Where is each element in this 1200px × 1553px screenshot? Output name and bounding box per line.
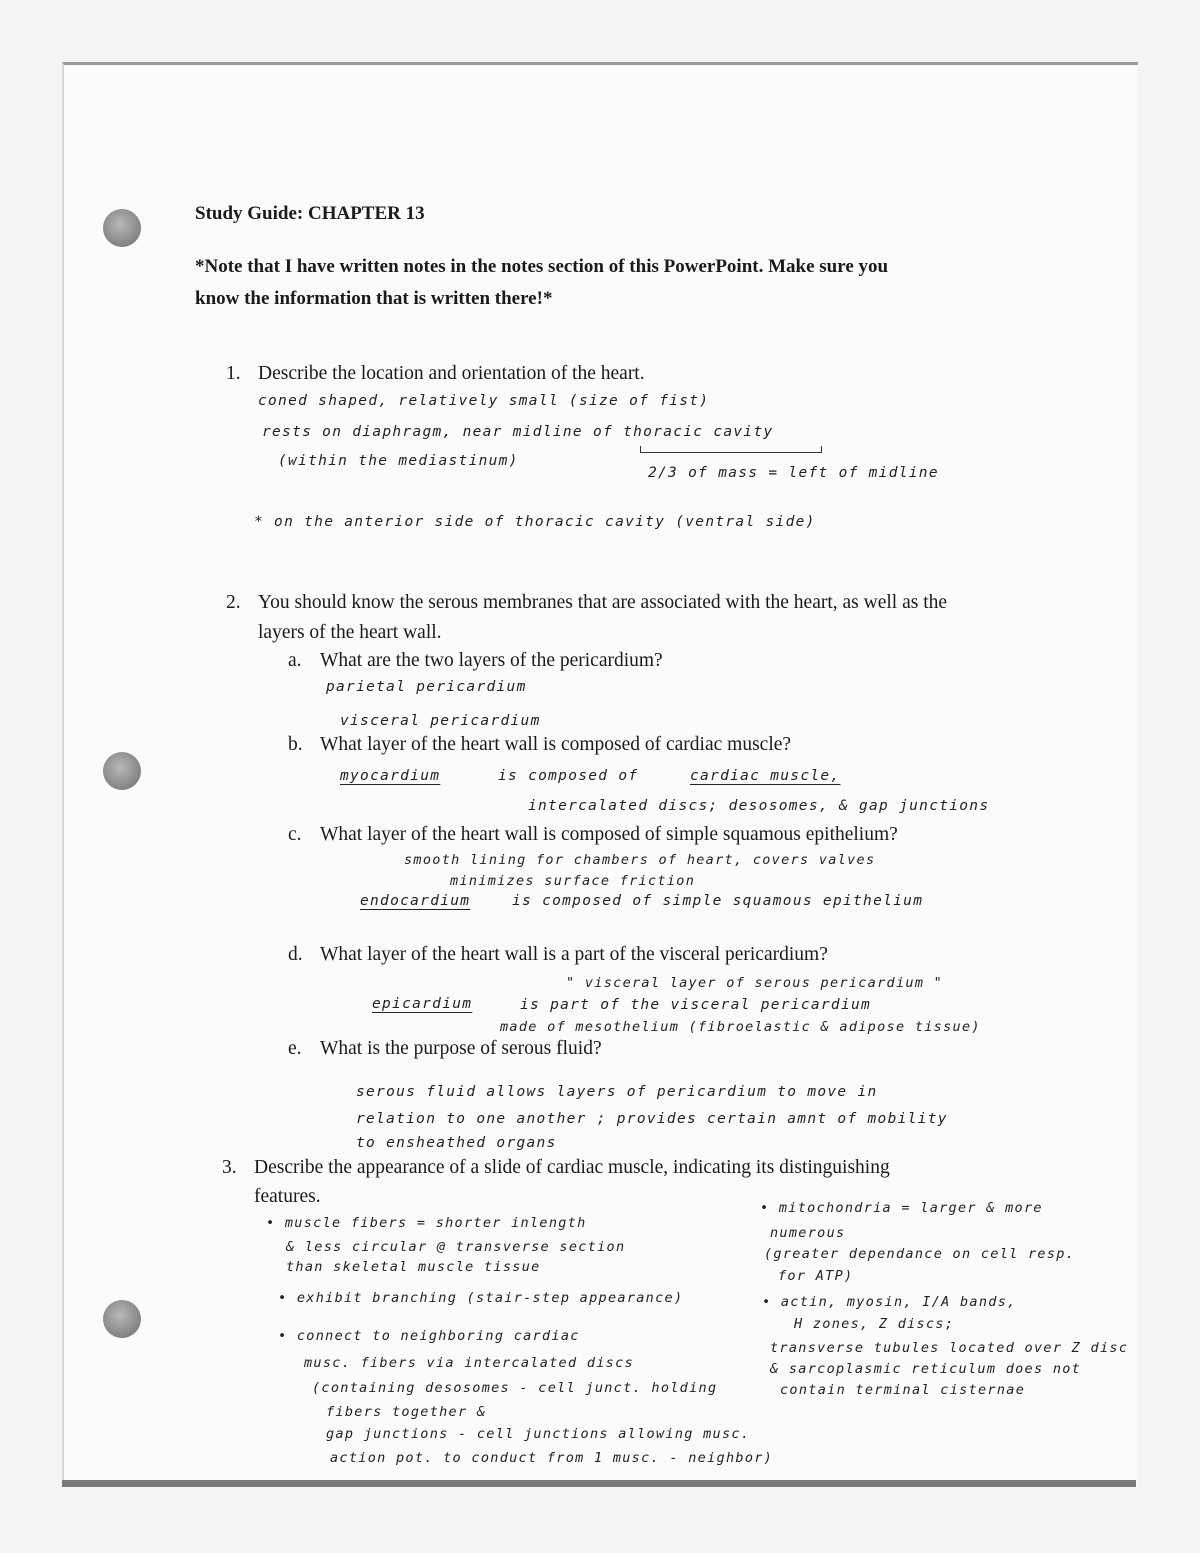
- q3-left-note-1: • muscle fibers = shorter inlength: [266, 1215, 587, 1231]
- q3-right-note-7: transverse tubules located over Z disc: [770, 1340, 1129, 1356]
- q1-answer-3: (within the mediastinum): [278, 453, 519, 469]
- q3-right-note-5: • actin, myosin, I/A bands,: [762, 1294, 1017, 1310]
- q3-left-note-6: musc. fibers via intercalated discs: [304, 1355, 634, 1371]
- q3-number: 3.: [222, 1157, 237, 1178]
- q3-left-note-8: fibers together &: [326, 1404, 487, 1420]
- q2e-answer-3: to ensheathed organs: [356, 1135, 557, 1151]
- q1-text: Describe the location and orientation of the heart.: [258, 363, 645, 384]
- q2c-answer-1: smooth lining for chambers of heart, covers valves: [404, 852, 876, 868]
- q3-text-line-1: Describe the appearance of a slide of cardiac muscle, indicating its distinguishing: [254, 1157, 890, 1178]
- q2a-label: a.: [288, 650, 302, 671]
- q1-number: 1.: [226, 363, 241, 384]
- q2b-answer-4: intercalated discs; desosomes, & gap junctions: [528, 798, 990, 814]
- punch-hole-middle: [103, 752, 141, 790]
- q2e-text: What is the purpose of serous fluid?: [320, 1038, 602, 1059]
- q2c-answer-2: minimizes surface friction: [450, 873, 696, 889]
- q3-right-note-2: numerous: [770, 1225, 846, 1241]
- q2-number: 2.: [226, 592, 241, 613]
- q2-text-line-1: You should know the serous membranes that are associated with the heart, as well as the: [258, 592, 948, 613]
- q3-left-note-9: gap junctions - cell junctions allowing musc.: [326, 1426, 751, 1442]
- q2b-answer-term: myocardium: [340, 768, 441, 784]
- q2a-text: What are the two layers of the pericardium?: [320, 650, 663, 671]
- paper-bottom-edge: [62, 1480, 1136, 1487]
- handwritten-bracket: [640, 446, 822, 453]
- q3-left-note-3: than skeletal muscle tissue: [286, 1259, 541, 1275]
- q2e-answer-2: relation to one another ; provides certain amnt of mobility: [356, 1111, 948, 1127]
- q3-left-note-4: • exhibit branching (stair-step appearance): [278, 1290, 684, 1306]
- punch-hole-top: [103, 209, 141, 247]
- q2b-answer-3: cardiac muscle,: [690, 768, 841, 784]
- q3-right-note-4: for ATP): [778, 1268, 854, 1284]
- q2-text-line-2: layers of the heart wall.: [258, 622, 442, 643]
- q2c-answer-4: is composed of simple squamous epithelium: [512, 893, 924, 909]
- q3-left-note-10: action pot. to conduct from 1 musc. - neighbor): [330, 1450, 774, 1466]
- q2d-label: d.: [288, 944, 303, 965]
- q2c-label: c.: [288, 824, 302, 845]
- page-title: Study Guide: CHAPTER 13: [195, 203, 425, 224]
- q3-text-line-2: features.: [254, 1186, 321, 1207]
- q2b-label: b.: [288, 734, 303, 755]
- q2a-answer-2: visceral pericardium: [340, 713, 541, 729]
- q2e-label: e.: [288, 1038, 302, 1059]
- q3-left-note-5: • connect to neighboring cardiac: [278, 1328, 580, 1344]
- q3-right-note-9: contain terminal cisternae: [780, 1382, 1026, 1398]
- q2d-answer-3: is part of the visceral pericardium: [520, 997, 872, 1013]
- q1-answer-5: * on the anterior side of thoracic cavity (ventral side): [254, 514, 816, 530]
- q2c-text: What layer of the heart wall is composed of simple squamous epithelium?: [320, 824, 898, 845]
- punch-hole-bottom: [103, 1300, 141, 1338]
- q3-right-note-6: H zones, Z discs;: [794, 1316, 955, 1332]
- q2a-answer-1: parietal pericardium: [326, 679, 527, 695]
- q1-answer-1: coned shaped, relatively small (size of fist): [258, 393, 710, 409]
- q3-right-note-8: & sarcoplasmic reticulum does not: [770, 1361, 1082, 1377]
- q3-right-note-1: • mitochondria = larger & more: [760, 1200, 1043, 1216]
- q3-right-note-3: (greater dependance on cell resp.: [764, 1246, 1076, 1262]
- q2b-answer-2: is composed of: [498, 768, 639, 784]
- q2e-answer-1: serous fluid allows layers of pericardium to move in: [356, 1084, 878, 1100]
- q2d-answer-1: " visceral layer of serous pericardium ": [566, 975, 944, 991]
- q2d-answer-4: made of mesothelium (fibroelastic & adipose tissue): [500, 1019, 981, 1035]
- q2d-text: What layer of the heart wall is a part of the visceral pericardium?: [320, 944, 828, 965]
- note-line-1: *Note that I have written notes in the notes section of this PowerPoint. Make sure you: [195, 256, 889, 277]
- q3-left-note-2: & less circular @ transverse section: [286, 1239, 626, 1255]
- q2c-answer-term: endocardium: [360, 893, 471, 909]
- q2d-answer-term: epicardium: [372, 996, 473, 1012]
- q1-answer-4: 2/3 of mass = left of midline: [648, 465, 939, 481]
- q2b-text: What layer of the heart wall is composed of cardiac muscle?: [320, 734, 792, 755]
- note-line-2: know the information that is written there!*: [195, 288, 553, 309]
- q1-answer-2: rests on diaphragm, near midline of thoracic cavity: [262, 424, 774, 440]
- q3-left-note-7: (containing desosomes - cell junct. holding: [312, 1380, 718, 1396]
